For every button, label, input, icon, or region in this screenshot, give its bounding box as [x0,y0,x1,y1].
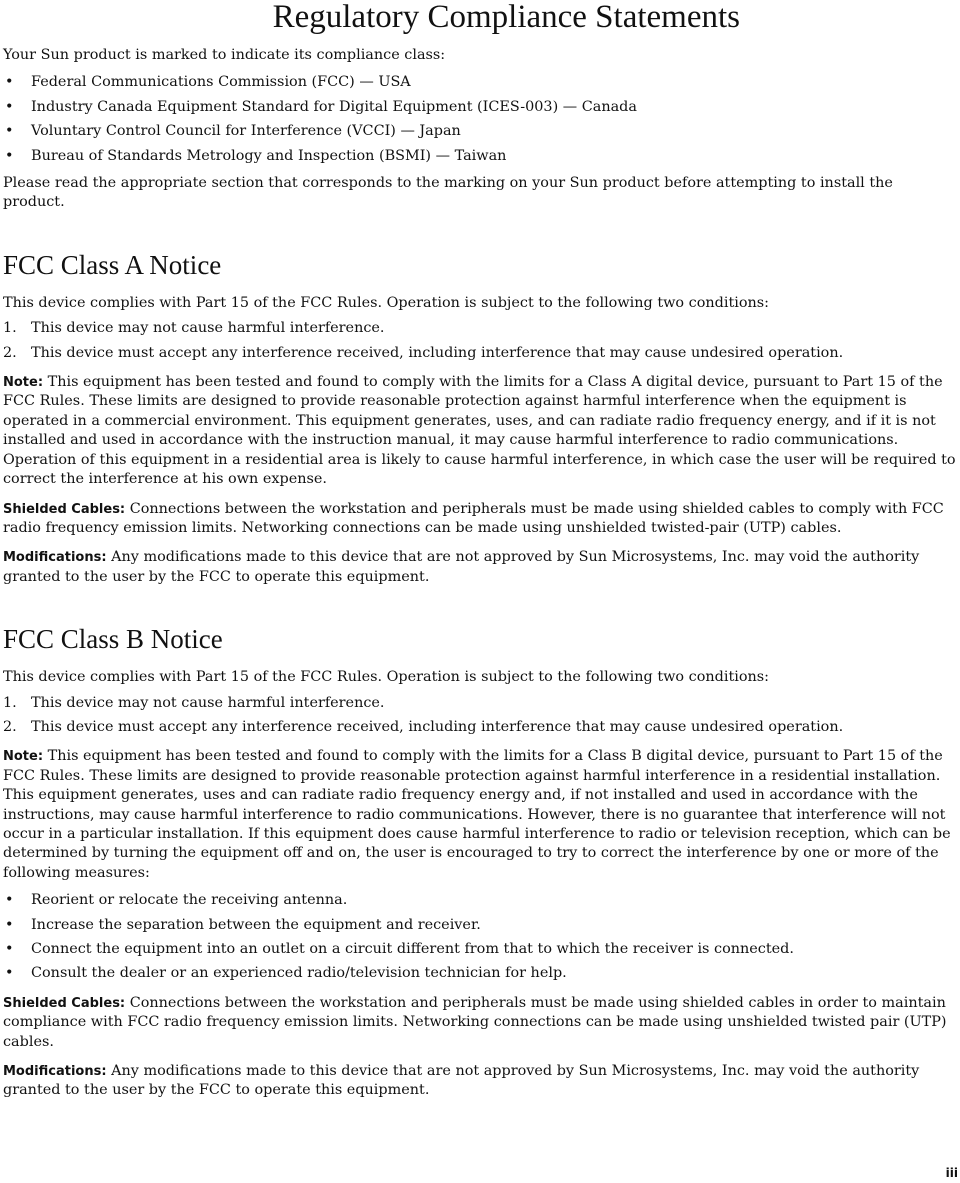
shielded-cables-text: Connections between the workstation and peripherals must be made using shielded cables to comply with FCC radio frequency emission limits. Networking connections can be made using unshielded twisted-pair (UTP) cables. [3,500,944,536]
class-b-note [3,747,957,883]
note-text: This equipment has been tested and found to comply with the limits for a Class A digital device, pursuant to Part 15 of the FCC Rules. These limits are designed to provide reasonable protection against harmful interference when the equipment is operated in a commercial environment. This equipment generates, uses, and can radiate radio frequency energy, and if it is not installed and used in accordance with the instruction manual, it may cause harmful interference to radio communications. Operation of this equipment in a residential area is likely to cause harmful interference, in which case the user will be required to correct the interference at his own expense. [3,374,956,488]
class-a-note [3,373,957,489]
note-label: Note: [3,749,44,765]
condition-text: This device may not cause harmful interference. [31,320,385,337]
note-text: This equipment has been tested and found to comply with the limits for a Class B digital device, pursuant to Part 15 of the FCC Rules. These limits are designed to provide reasonable protection against harmful interference in a residential installation. This equipment generates, uses and can radiate radio frequency energy and, if not installed and used in accordance with the instructions, may cause harmful interference to radio communications. However, there is no guarantee that interference will not occur in a particular installation. If this equipment does cause harmful interference to radio or television reception, which can be determined by turning the equipment off and on, the user is encouraged to try to correct the interference by one or more of the following measures: [3,748,951,881]
list-item [3,718,957,737]
condition-text: This device must accept any interference received, including interference that may cause undesired operation. [31,718,844,735]
class-b-modifications [3,1062,957,1101]
page-number: iii [945,1166,958,1180]
condition-number: 1. [3,694,17,711]
list-item-text: Bureau of Standards Metrology and Inspection (BSMI) — Taiwan [31,147,507,164]
condition-number: 1. [3,320,17,337]
list-item-text: Voluntary Control Council for Interference (VCCI) — Japan [31,123,461,140]
list-item [3,319,957,338]
condition-text: This device must accept any interference received, including interference that may cause undesired operation. [31,344,844,361]
list-item [3,122,957,141]
modifications-text: Any modifications made to this device that are not approved by Sun Microsystems, Inc. may void the authority granted to the user by the FCC to operate this equipment. [3,1063,920,1099]
list-item-text: Industry Canada Equipment Standard for Digital Equipment (ICES-003) — Canada [31,98,637,115]
note-label: Note: [3,375,44,391]
class-a-modifications [3,548,957,587]
list-item [3,916,957,935]
class-a-lead: This device complies with Part 15 of the FCC Rules. Operation is subject to the following two conditions: [3,294,770,311]
bullet-icon: • [5,941,14,957]
condition-number: 2. [3,344,17,361]
list-item [3,694,957,713]
instruction-text: Please read the appropriate section that corresponds to the marking on your Sun product before attempting to install the product. [3,175,893,211]
condition-number: 2. [3,718,17,735]
shielded-cables-label: Shielded Cables: [3,501,126,517]
interference-measures-list [3,891,957,984]
modifications-label: Modifications: [3,1064,107,1080]
list-item [3,73,957,92]
page-title: Regulatory Compliance Statements [272,0,740,35]
class-a-shielded-cables [3,500,957,539]
shielded-cables-label: Shielded Cables: [3,995,126,1011]
class-b-shielded-cables [3,994,957,1052]
bullet-icon: • [5,123,14,140]
list-item-text: Consult the dealer or an experienced radio/television technician for help. [31,965,567,982]
class-a-heading: FCC Class A Notice [3,249,222,280]
bullet-icon: • [5,965,14,982]
bullet-icon: • [5,892,14,909]
bullet-icon: • [5,147,14,164]
condition-text: This device may not cause harmful interference. [31,694,385,711]
list-item-text: Increase the separation between the equipment and receiver. [31,916,481,933]
intro-text: Your Sun product is marked to indicate its compliance class: [3,47,446,63]
class-b-lead: This device complies with Part 15 of the FCC Rules. Operation is subject to the following two conditions: [3,669,770,686]
class-b-conditions [3,694,957,738]
class-a-conditions [3,319,957,363]
list-item [3,147,957,166]
list-item [3,964,957,983]
bullet-icon: • [5,74,14,91]
list-item-text: Federal Communications Commission (FCC) — USA [31,74,411,91]
list-item [3,344,957,363]
modifications-label: Modifications: [3,550,107,566]
list-item-text: Connect the equipment into an outlet on a circuit different from that to which the receiver is connected. [31,941,794,957]
list-item-text: Reorient or relocate the receiving antenna. [31,892,348,909]
list-item [3,940,957,959]
bullet-icon: • [5,916,14,933]
bullet-icon: • [5,98,14,115]
list-item [3,891,957,910]
compliance-class-list [3,73,957,166]
class-b-heading: FCC Class B Notice [3,624,223,655]
modifications-text: Any modifications made to this device that are not approved by Sun Microsystems, Inc. may void the authority granted to the user by the FCC to operate this equipment. [3,549,920,585]
shielded-cables-text: Connections between the workstation and peripherals must be made using shielded cables in order to maintain compliance with FCC radio frequency emission limits. Networking connections can be made using unshielded twisted pair (UTP) cables. [3,994,947,1050]
document-page [3,0,957,1101]
list-item [3,98,957,117]
